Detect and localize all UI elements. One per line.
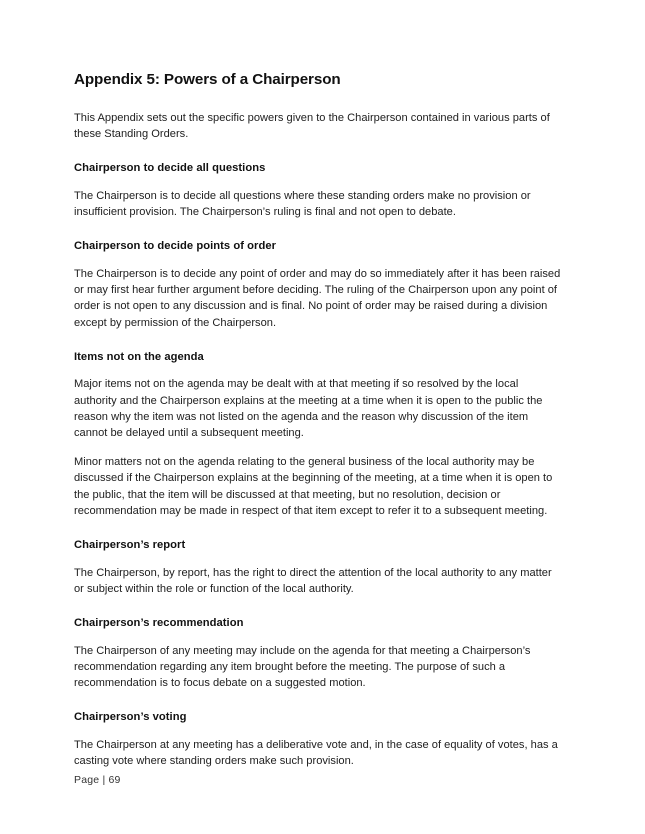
section-paragraph: The Chairperson at any meeting has a deliberative vote and, in the case of equality of votes, has a casting vote where standing orders make such provision. bbox=[74, 739, 558, 768]
section-heading-chairpersons-report: Chairperson’s report bbox=[74, 539, 186, 552]
section-heading-items-not-on-agenda: Items not on the agenda bbox=[74, 350, 204, 363]
intro-paragraph: This Appendix sets out the specific powers given to the Chairperson contained in various parts of these Standing Orders. bbox=[74, 111, 550, 140]
section-paragraph: The Chairperson is to decide any point of order and may do so immediately after it has been raised or may first hear further argument before deciding. The ruling of the Chairperson upon any point of order is not open to any discussion and is final. No point of order may be raised during a division except by permission of the Chairperson. bbox=[74, 267, 561, 329]
section-paragraph: The Chairperson, by report, has the right to direct the attention of the local authority to any matter or subject within the role or function of the local authority. bbox=[74, 566, 552, 595]
section-paragraph: Major items not on the agenda may be dealt with at that meeting if so resolved by the local authority and the Chairperson explains at the meeting at a time when it is open to the public the reason why the item was not listed on the agenda and the reason why discussion of the item cannot be delayed until a subsequent meeting. bbox=[74, 378, 543, 439]
section-heading-decide-all-questions: Chairperson to decide all questions bbox=[74, 162, 266, 175]
section-heading-chairpersons-recommendation: Chairperson’s recommendation bbox=[74, 617, 244, 630]
section-paragraph: Minor matters not on the agenda relating to the general business of the local authority may be discussed if the Chairperson explains at the beginning of the meeting, at a time when it is open to the public, that the item will be discussed at that meeting, but no resolution, decision or recommendation may be made in respect of that item except to refer it to a subsequent meeting. bbox=[74, 456, 553, 517]
section-paragraph: The Chairperson is to decide all questions where these standing orders make no provision or insufficient provision. The Chairperson’s ruling is final and not open to debate. bbox=[74, 189, 531, 219]
page-footer: Page | 69 bbox=[74, 774, 121, 786]
section-heading-decide-points-of-order: Chairperson to decide points of order bbox=[74, 240, 277, 253]
page-title: Appendix 5: Powers of a Chairperson bbox=[74, 71, 341, 88]
section-paragraph: The Chairperson of any meeting may include on the agenda for that meeting a Chairperson’s recommendation regarding any item brought before the meeting. The purpose of such a recommendation is to focus debate on a suggested motion. bbox=[74, 644, 531, 690]
section-heading-chairpersons-voting: Chairperson’s voting bbox=[74, 711, 187, 724]
document-body bbox=[74, 70, 564, 769]
